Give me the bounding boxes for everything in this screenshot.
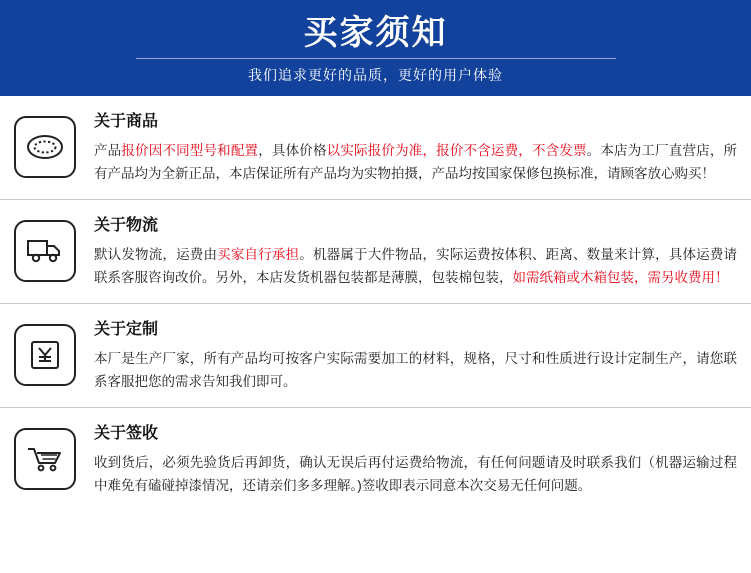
page-title: 买家须知 <box>303 13 448 52</box>
highlighted-text: 报价因不同型号和配置 <box>121 143 259 159</box>
body-text: 默认发物流，运费由 <box>94 247 218 263</box>
page-subtitle: 我们追求更好的品质，更好的用户体验 <box>248 67 503 84</box>
notice-section-receipt <box>0 408 751 512</box>
yuan-icon <box>14 324 76 386</box>
header-divider <box>136 58 616 59</box>
section-text <box>94 347 737 393</box>
shopping-cart-icon <box>14 428 76 490</box>
page-header <box>0 0 751 96</box>
section-text <box>94 139 737 185</box>
section-body <box>94 214 737 290</box>
notice-sections <box>0 96 751 512</box>
notice-section-customization <box>0 304 751 408</box>
notice-section-logistics <box>0 200 751 304</box>
notice-section-product <box>0 96 751 200</box>
section-text <box>94 451 737 497</box>
section-title: 关于商品 <box>94 113 159 130</box>
section-title: 关于物流 <box>94 217 159 234</box>
highlighted-text: 以实际报价为准，报价不含运费，不含发票 <box>326 143 587 159</box>
body-text: 收到货后，必须先验货后再卸货，确认无误后再付运费给物流，有任何问题请及时联系我们（机器运输过程中难免有磕碰掉漆情况，还请亲们多多理解。)签收即表示同意本次交易无任何问题。 <box>94 455 737 494</box>
highlighted-text: 如需纸箱或木箱包装，需另收费用！ <box>512 270 729 286</box>
body-text: 。机器属于大件物品，实际运费按体积、距离、数量来计算，具体运费请联系客服咨询改价。另外，本店发货机器包装都是薄膜，包装棉包装， <box>94 247 738 286</box>
section-body <box>94 110 737 186</box>
truck-icon <box>14 220 76 282</box>
section-title: 关于定制 <box>94 321 159 338</box>
body-text: 。本店为工厂直营店，所有产品均为全新正品，本店保证所有产品均为实物拍摄，产品均按国家保修包换标准，请顾客放心购买！ <box>94 143 738 182</box>
section-body <box>94 318 737 394</box>
highlighted-text: 买家自行承担 <box>217 247 300 263</box>
body-text: 本厂是生产厂家，所有产品均可按客户实际需要加工的材料，规格，尺寸和性质进行设计定制生产，请您联系客服把您的需求告知我们即可。 <box>94 351 737 390</box>
body-text: ，具体价格 <box>258 143 327 159</box>
ring-dots-icon <box>14 116 76 178</box>
body-text: 产品 <box>94 143 122 159</box>
section-text <box>94 243 737 289</box>
section-body <box>94 422 737 498</box>
section-title: 关于签收 <box>94 425 159 442</box>
